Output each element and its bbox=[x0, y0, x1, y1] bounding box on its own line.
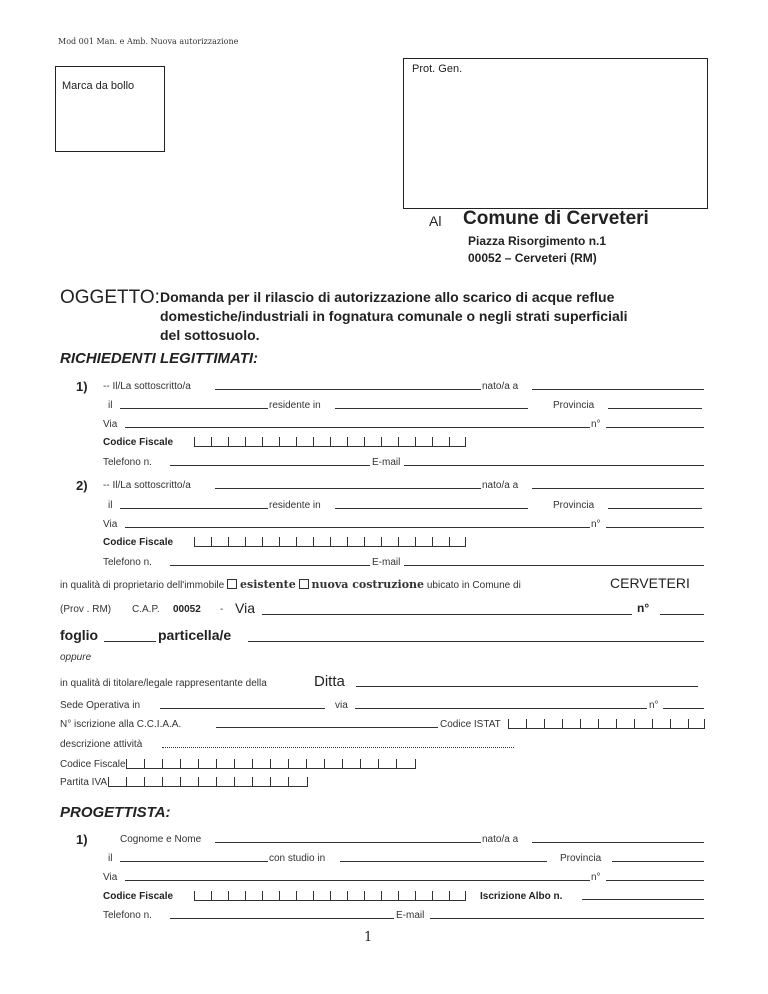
applicant-2-no-label: n° bbox=[591, 519, 601, 530]
recipient-address-line2: 00052 – Cerveteri (RM) bbox=[468, 251, 597, 265]
designer-birthdate-field[interactable] bbox=[120, 861, 268, 862]
protocol-box bbox=[403, 58, 708, 209]
company-via-label: via bbox=[335, 700, 348, 711]
designer-province-label: Provincia bbox=[560, 853, 602, 864]
istat-field[interactable] bbox=[508, 718, 705, 729]
sheet-field[interactable] bbox=[104, 641, 156, 642]
subject-line1: Domanda per il rilascio di autorizzazione allo scarico di acque reflue bbox=[160, 289, 615, 305]
cciaa-label: N° iscrizione alla C.C.I.A.A. bbox=[60, 719, 182, 730]
company-taxcode-field[interactable] bbox=[126, 758, 416, 769]
applicant-2-phone-field[interactable] bbox=[170, 565, 370, 566]
applicant-1-province-field[interactable] bbox=[608, 408, 702, 409]
existing-label: esistente bbox=[240, 578, 296, 591]
company-street-field[interactable] bbox=[355, 708, 647, 709]
applicant-1-email-field[interactable] bbox=[404, 465, 704, 466]
designer-name-label: Cognome e Nome bbox=[120, 834, 202, 845]
designer-name-field[interactable] bbox=[215, 842, 481, 843]
applicant-2-residence-field[interactable] bbox=[335, 508, 528, 509]
applicant-2-phone-label: Telefono n. bbox=[103, 557, 152, 568]
stamp-box-label: Marca da bollo bbox=[62, 80, 135, 92]
applicant-1-il-label: il bbox=[108, 400, 113, 411]
cciaa-field[interactable] bbox=[216, 727, 438, 728]
applicant-1-no-label: n° bbox=[591, 419, 601, 430]
property-no-label: n° bbox=[637, 601, 650, 615]
company-name-field[interactable] bbox=[356, 686, 698, 687]
applicant-1-phone-field[interactable] bbox=[170, 465, 370, 466]
applicant-2-province-label: Provincia bbox=[553, 500, 595, 511]
designer-phone-label: Telefono n. bbox=[103, 910, 152, 921]
designer-taxcode-field[interactable] bbox=[194, 890, 466, 901]
subject-label: OGGETTO: bbox=[60, 287, 160, 308]
property-owner-line: in qualità di proprietario dell'immobile esistente nuova costruzione ubicato in Comune di bbox=[60, 578, 521, 591]
designer-il-label: il bbox=[108, 853, 113, 864]
property-cap-value: 00052 bbox=[173, 604, 201, 615]
protocol-box-label: Prot. Gen. bbox=[412, 63, 463, 75]
recipient-prefix: Al bbox=[429, 213, 442, 229]
applicant-2-street-field[interactable] bbox=[125, 527, 590, 528]
vat-field[interactable] bbox=[108, 776, 308, 787]
ditta-label: Ditta bbox=[314, 673, 345, 690]
applicant-1-street-field[interactable] bbox=[125, 427, 590, 428]
designer-house-number-field[interactable] bbox=[606, 880, 704, 881]
applicant-1-email-label: E-mail bbox=[372, 457, 401, 468]
applicant-2-email-label: E-mail bbox=[372, 557, 401, 568]
property-prov-label: (Prov . RM) bbox=[60, 604, 112, 615]
property-dash: - bbox=[220, 604, 224, 615]
applicant-2-born-label: nato/a a bbox=[482, 480, 519, 491]
property-via-label: Via bbox=[235, 600, 255, 616]
subject-line2: domestiche/industriali in fognatura comunale o negli strati superficiali bbox=[160, 308, 628, 324]
applicant-2-il-label: il bbox=[108, 500, 113, 511]
applicant-2-undersigned-label: -- Il/La sottoscritto/a bbox=[103, 480, 191, 491]
applicants-title: RICHIEDENTI LEGITTIMATI: bbox=[60, 350, 259, 367]
or-label: oppure bbox=[60, 652, 92, 663]
page-number: 1 bbox=[364, 930, 373, 945]
office-label: Sede Operativa in bbox=[60, 700, 141, 711]
applicant-2-name-field[interactable] bbox=[215, 488, 481, 489]
designer-birthplace-field[interactable] bbox=[532, 842, 704, 843]
activity-label: descrizione attività bbox=[60, 739, 143, 750]
applicant-2-province-field[interactable] bbox=[608, 508, 702, 509]
property-house-number-field[interactable] bbox=[660, 614, 704, 615]
istat-label: Codice ISTAT bbox=[440, 719, 501, 730]
recipient-address-line1: Piazza Risorgimento n.1 bbox=[468, 234, 607, 248]
applicant-2-house-number-field[interactable] bbox=[606, 527, 704, 528]
applicant-1-house-number-field[interactable] bbox=[606, 427, 704, 428]
vat-label: Partita IVA bbox=[60, 777, 108, 788]
office-field[interactable] bbox=[160, 708, 325, 709]
designer-email-field[interactable] bbox=[430, 918, 704, 919]
designer-no-label: n° bbox=[591, 872, 601, 883]
applicant-2-via-label: Via bbox=[103, 519, 118, 530]
company-taxcode-label: Codice Fiscale bbox=[60, 759, 126, 770]
applicant-1-phone-label: Telefono n. bbox=[103, 457, 152, 468]
designer-title: PROGETTISTA: bbox=[60, 804, 171, 821]
property-cap-label: C.A.P. bbox=[132, 604, 160, 615]
property-city: CERVETERI bbox=[610, 575, 690, 591]
form-code: Mod 001 Man. e Amb. Nuova autorizzazione bbox=[58, 37, 239, 46]
parcel-label: particella/e bbox=[158, 627, 232, 643]
applicant-1-via-label: Via bbox=[103, 419, 118, 430]
applicant-2-email-field[interactable] bbox=[404, 565, 704, 566]
sheet-label: foglio bbox=[60, 627, 99, 643]
stamp-box bbox=[55, 66, 165, 152]
existing-checkbox[interactable] bbox=[227, 579, 237, 589]
applicant-1-resident-label: residente in bbox=[269, 400, 321, 411]
applicant-2-birthdate-field[interactable] bbox=[120, 508, 268, 509]
company-no-label: n° bbox=[649, 700, 659, 711]
applicant-1-birthdate-field[interactable] bbox=[120, 408, 268, 409]
designer-studio-field[interactable] bbox=[340, 861, 547, 862]
new-building-label: nuova costruzione bbox=[311, 578, 425, 591]
designer-phone-field[interactable] bbox=[170, 918, 394, 919]
designer-studio-label: con studio in bbox=[269, 853, 326, 864]
applicant-2-taxcode-field[interactable] bbox=[194, 536, 466, 547]
recipient-name: Comune di Cerveteri bbox=[463, 208, 649, 229]
applicant-1-residence-field[interactable] bbox=[335, 408, 528, 409]
applicant-1-undersigned-label: -- Il/La sottoscritto/a bbox=[103, 381, 191, 392]
property-street-field[interactable] bbox=[262, 614, 632, 615]
register-label: Iscrizione Albo n. bbox=[480, 891, 563, 902]
applicant-1-born-label: nato/a a bbox=[482, 381, 519, 392]
company-rep-label: in qualità di titolare/legale rappresentante della bbox=[60, 678, 267, 689]
applicant-1-province-label: Provincia bbox=[553, 400, 595, 411]
applicant-1-taxcode-field[interactable] bbox=[194, 436, 466, 447]
parcel-field[interactable] bbox=[248, 641, 704, 642]
applicant-2-number: 2) bbox=[76, 478, 88, 493]
register-field[interactable] bbox=[582, 899, 704, 900]
applicant-1-name-field[interactable] bbox=[215, 389, 481, 390]
designer-province-field[interactable] bbox=[612, 861, 704, 862]
designer-born-label: nato/a a bbox=[482, 834, 519, 845]
applicant-2-taxcode-label: Codice Fiscale bbox=[103, 537, 174, 548]
activity-field[interactable] bbox=[162, 747, 514, 748]
applicant-1-birthplace-field[interactable] bbox=[532, 389, 704, 390]
new-building-checkbox[interactable] bbox=[299, 579, 309, 589]
designer-via-label: Via bbox=[103, 872, 118, 883]
subject-line3: del sottosuolo. bbox=[160, 327, 260, 343]
designer-taxcode-label: Codice Fiscale bbox=[103, 891, 174, 902]
designer-email-label: E-mail bbox=[396, 910, 425, 921]
company-house-number-field[interactable] bbox=[663, 708, 704, 709]
applicant-1-taxcode-label: Codice Fiscale bbox=[103, 437, 174, 448]
applicant-2-birthplace-field[interactable] bbox=[532, 488, 704, 489]
applicant-2-resident-label: residente in bbox=[269, 500, 321, 511]
designer-number: 1) bbox=[76, 832, 88, 847]
applicant-1-number: 1) bbox=[76, 379, 88, 394]
designer-street-field[interactable] bbox=[125, 880, 590, 881]
